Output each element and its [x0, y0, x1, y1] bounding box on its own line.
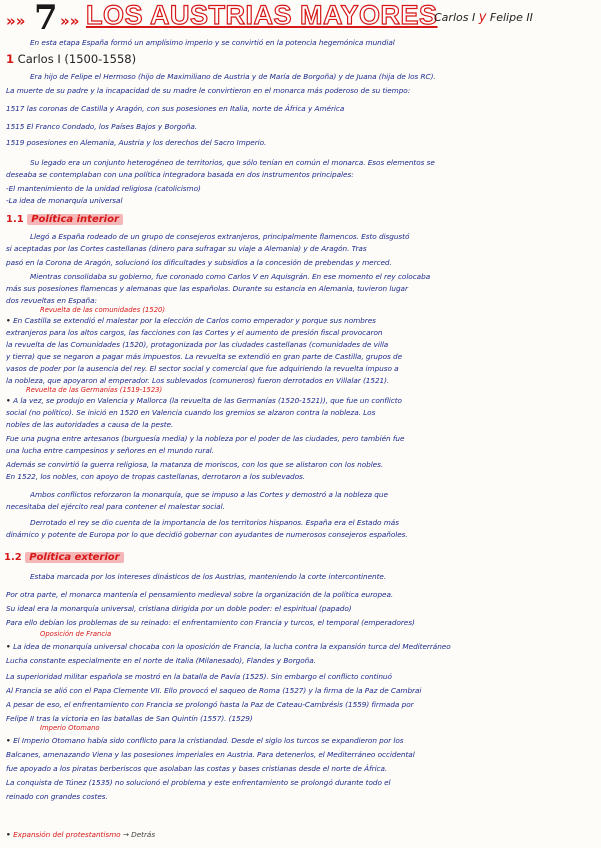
- text-line: pasó en la Corona de Aragón, solucionó los dificultades y subsidios a la concesión de prebendas y merced.: [6, 258, 392, 267]
- text-line: fue apoyado a los piratas berberiscos que asolaban las costas y bases cristianas desde el norte de África.: [6, 764, 388, 773]
- text-line: Lucha constante especialmente en el norte de Italia (Milanesado), Flandes y Borgoña.: [6, 656, 316, 665]
- text-line: Felipe II tras la victoria en las batallas de San Quintín (1557). (1529): [6, 714, 253, 723]
- text-line: dinámico y potente de Europa por lo que decidió gobernar con ayudantes de numerosos consejeros españoles.: [6, 530, 408, 539]
- subheading: Imperio Otomano: [40, 724, 100, 732]
- text-line: Estaba marcada por los intereses dinásticos de los Austrias, manteniendo la corte intercontinente.: [30, 572, 387, 581]
- section-heading-1-1: 1.1 Política interior: [6, 214, 123, 225]
- title-row: [4, 0, 597, 38]
- text-line: 1519 posesiones en Alemania, Austria y los derechos del Sacro Imperio.: [6, 138, 267, 147]
- text-line: Para ello debían los problemas de su reinado: el enfrentamiento con Francia y turcos, el temporal (emperadores): [6, 618, 415, 627]
- text-line: Mientras consolidaba su gobierno, fue coronado como Carlos V en Aquisgrán. En ese momento el rey colocaba: [30, 272, 431, 281]
- text-line: necesitaba del ejército real para contener el malestar social.: [6, 502, 225, 511]
- text-line: A pesar de eso, el enfrentamiento con Francia se prolongó hasta la Paz de Cateau-Cambrésis (1559) firmada por: [6, 700, 414, 709]
- text-line: -El mantenimiento de la unidad religiosa (catolicismo): [6, 184, 201, 193]
- text-line: La superioridad militar española se mostró en la batalla de Pavía (1525). Sin embargo el conflicto continuó: [6, 672, 392, 681]
- page-title: LOS AUSTRIAS MAYORES: [86, 0, 438, 30]
- text-line: • La idea de monarquía universal chocaba con la oposición de Francia, la lucha contra la expansión turca del Mediterráneo: [6, 642, 451, 651]
- page-subtitle: Carlos I y Felipe II: [434, 10, 533, 25]
- text-line: deseaba se contemplaban con una política integradora basada en dos instrumentos principales:: [6, 170, 354, 179]
- text-line: Su legado era un conjunto heterogéneo de territorios, que sólo tenían en común el monarca. Esos elementos se: [30, 158, 435, 167]
- text-line: más sus posesiones flamencas y alemanas que las españolas. Durante su estancia en Alemania, tuvieron lugar: [6, 284, 408, 293]
- text-line: una lucha entre campesinos y señores en el mundo rural.: [6, 446, 215, 455]
- text-line: extranjeros para los altos cargos, las facciones con las Cortes y el aumento de presión fiscal provocaron: [6, 328, 383, 337]
- intro-line: En esta etapa España formó un amplísimo imperio y se convirtió en la potencia hegemónica mundial: [30, 38, 395, 47]
- subheading: Revuelta de las comunidades (1520): [40, 306, 166, 314]
- subheading: Revuelta de las Germanías (1519-1523): [26, 386, 163, 394]
- arrow-icon: »»: [60, 12, 80, 30]
- text-line: 1517 las coronas de Castilla y Aragón, con sus posesiones en Italia, norte de África y América: [6, 104, 345, 113]
- text-line: Ambos conflictos reforzaron la monarquía, que se impuso a las Cortes y demostró a la nobleza que: [30, 490, 388, 499]
- text-line: 1515 El Franco Condado, los Países Bajos y Borgoña.: [6, 122, 198, 131]
- text-line: En 1522, los nobles, con apoyo de tropas castellanas, derrotaron a los sublevados.: [6, 472, 306, 481]
- text-line: la revuelta de las Comunidades (1520), protagonizada por las ciudades castellanas (comunidades de villa: [6, 340, 389, 349]
- text-line: Fue una pugna entre artesanos (burguesía media) y la nobleza por el poder de las ciudades, pero también fue: [6, 434, 405, 443]
- section-heading-1: 1 Carlos I (1500-1558): [6, 52, 137, 66]
- text-line: Al Francia se alió con el Papa Clemente VII. Ello provocó el saqueo de Roma (1527) y la firma de la Paz de Cambrai: [6, 686, 422, 695]
- text-line: dos revueltas en España:: [6, 296, 97, 305]
- arrow-icon: »»: [6, 12, 26, 30]
- text-line: reinado con grandes costes.: [6, 792, 108, 801]
- text-line: social (no político). Se inició en 1520 en Valencia cuando los gremios se alzaron contra la nobleza. Los: [6, 408, 376, 417]
- chapter-number: 7: [34, 0, 58, 38]
- text-line: la nobleza, que apoyaron al emperador. Los sublevados (comuneros) fueron derrotados en Villalar (1521).: [6, 376, 390, 385]
- text-line: -La idea de monarquía universal: [6, 196, 123, 205]
- text-line: • En Castilla se extendió el malestar por la elección de Carlos como emperador y porque sus nombres: [6, 316, 376, 325]
- subheading: Oposición de Francia: [40, 630, 112, 638]
- footer-note: • Expansión del protestantismo → Detrás: [6, 830, 156, 839]
- text-line: La muerte de su padre y la incapacidad de su madre le convirtieron en el monarca más poderoso de su tiempo:: [6, 86, 411, 95]
- text-line: vasos de poder por la ausencia del rey. El sector social y comercial que fue adquiriendo la revuelta impuso a: [6, 364, 399, 373]
- text-line: Derrotado el rey se dio cuenta de la importancia de los territorios hispanos. España era el Estado más: [30, 518, 399, 527]
- section-heading-1-2: 1.2 Política exterior: [4, 552, 124, 563]
- text-line: Su ideal era la monarquía universal, cristiana dirigida por un doble poder: el espiritual (papado): [6, 604, 352, 613]
- text-line: si aceptadas por las Cortes castellanas (dinero para sufragar su viaje a Alemania) y de Aragón. Tras: [6, 244, 367, 253]
- text-line: Balcanes, amenazando Viena y las posesiones imperiales en Austria. Para detenerlos, el Mediterráneo occidental: [6, 750, 415, 759]
- text-line: Era hijo de Felipe el Hermoso (hijo de Maximiliano de Austria y de María de Borgoña) y de Juana (hija de los RC).: [30, 72, 436, 81]
- text-line: nobles de las autoridades a causa de la peste.: [6, 420, 174, 429]
- text-line: Llegó a España rodeado de un grupo de consejeros extranjeros, principalmente flamencos. Esto disgustó: [30, 232, 410, 241]
- text-line: • El Imperio Otomano había sido conflicto para la cristiandad. Desde el siglo los turcos se expandieron por los: [6, 736, 404, 745]
- text-line: Además se convirtió la guerra religiosa, la matanza de moriscos, con los que se alistaron con los nobles.: [6, 460, 384, 469]
- text-line: La conquista de Túnez (1535) no solucionó el problema y este enfrentamiento se prolongó durante todo el: [6, 778, 391, 787]
- text-line: Por otra parte, el monarca mantenía el pensamiento medieval sobre la organización de la política europea.: [6, 590, 394, 599]
- text-line: y tierra) que se negaron a pagar más impuestos. La revuelta se extendió en gran parte de Castilla, grupos de: [6, 352, 403, 361]
- text-line: • A la vez, se produjo en Valencia y Mallorca (la revuelta de las Germanías (1520-1521)), que fue un conflicto: [6, 396, 402, 405]
